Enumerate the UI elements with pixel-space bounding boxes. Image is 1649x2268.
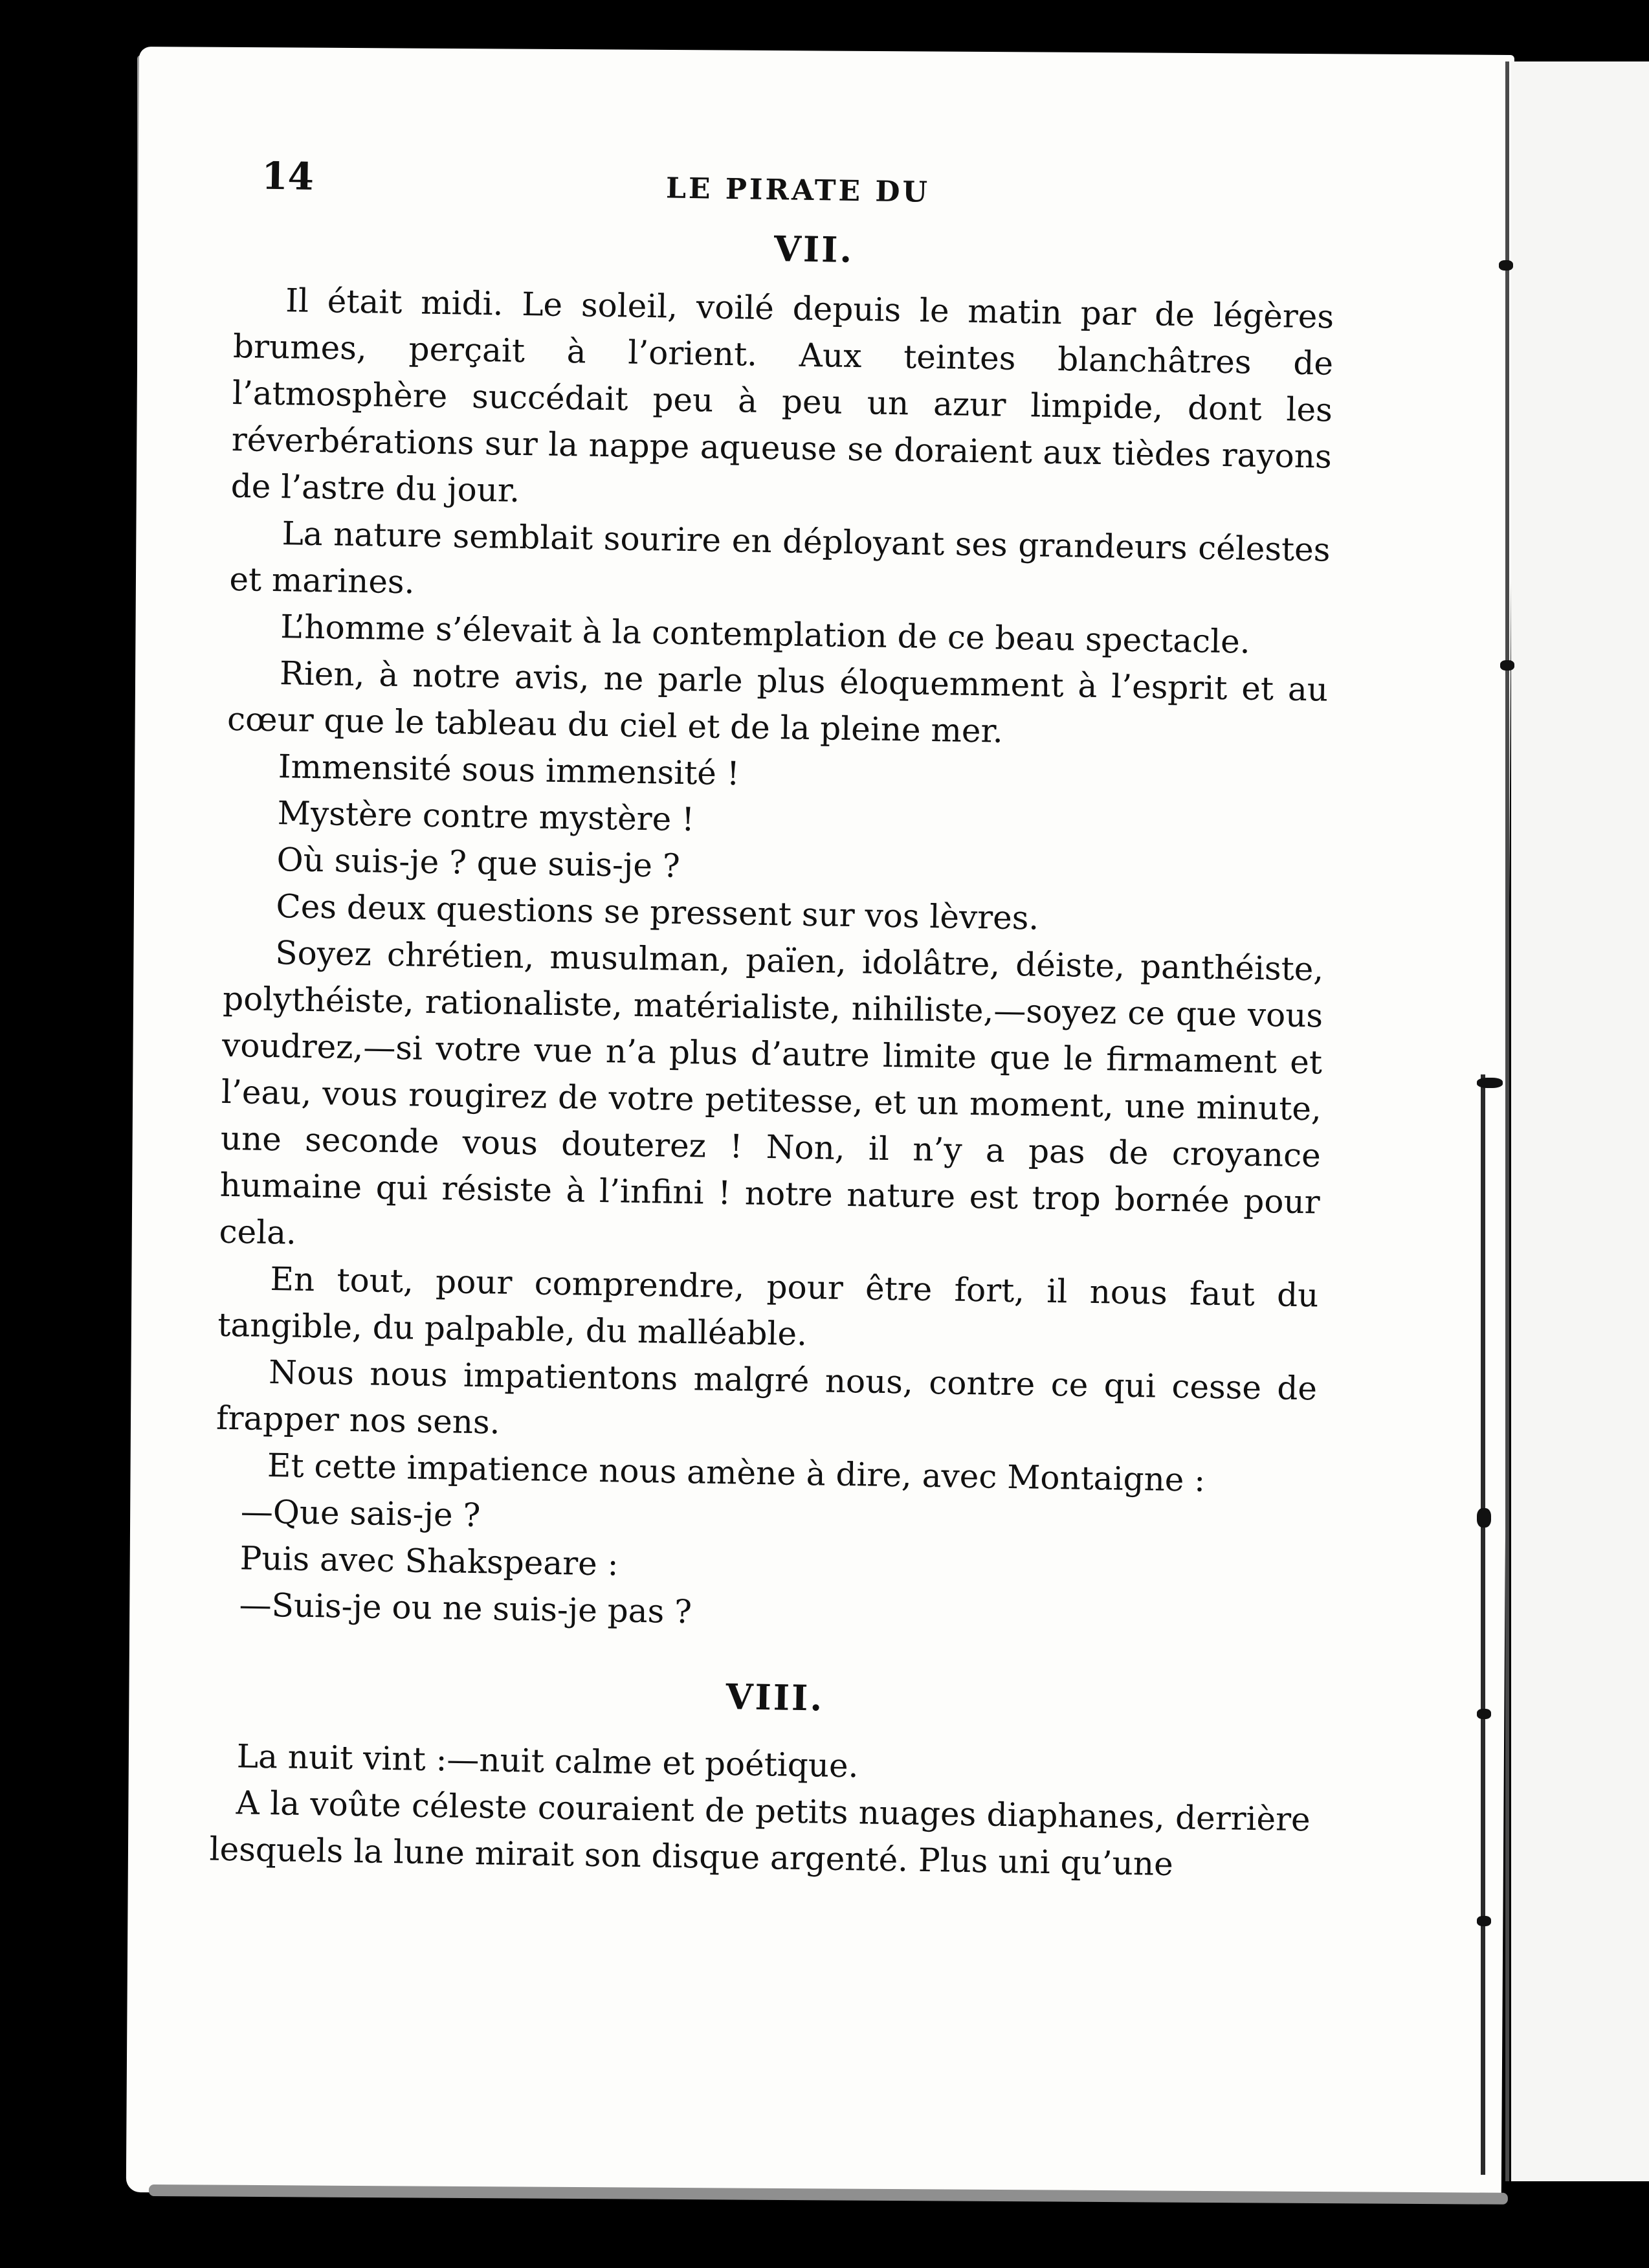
- running-title: LE PIRATE DU: [665, 172, 931, 209]
- binding-thread: [1481, 1074, 1485, 2175]
- binding-stitch: [1477, 1508, 1491, 1528]
- section-heading: VIII.: [725, 1676, 825, 1719]
- paragraph: Immensité sous immensité !: [278, 748, 740, 793]
- dialogue-line: —Suis-je ou ne suis-je pas ?: [239, 1586, 692, 1631]
- paragraph: Nous nous impatientons malgré nous, contre ce qui cesse de frapper nos sens.: [216, 1353, 1318, 1441]
- paragraph: L’homme s’élevait à la contemplation de ce beau spectacle.: [280, 608, 1251, 661]
- binding-stitch: [1477, 1078, 1503, 1088]
- fold-line: [1505, 61, 1509, 2181]
- paragraph: Mystère contre mystère !: [277, 794, 695, 839]
- paragraph: Soyez chrétien, musulman, païen, idolâtre, déiste, panthéiste, polythéiste, rationaliste, matérialiste, nihiliste,—soyez ce que vous voudrez,—si votre vue n’a plus d’autre limite que le firmament et l’eau, vous rougirez de votre petitesse, et un moment, une minute, une seconde vous douterez ! Non, il n’y a pas de croyance humaine qui résiste à l’infini ! notre nature est trop bornée pour cela.: [219, 934, 1324, 1252]
- binding-stitch: [1477, 1916, 1491, 1926]
- paragraph: Et cette impatience nous amène à dire, avec Montaigne :: [267, 1447, 1206, 1499]
- paragraph: Où suis-je ? que suis-je ?: [276, 841, 681, 885]
- page-number: 14: [261, 153, 315, 199]
- page-content: [209, 146, 1336, 1889]
- binding-stitch: [1499, 260, 1513, 271]
- paragraph: La nuit vint :—nuit calme et poétique.: [236, 1737, 859, 1785]
- paragraph: En tout, pour comprendre, pour être fort, il nous faut du tangible, du palpable, du malléable.: [217, 1260, 1319, 1353]
- section-heading: VII.: [773, 228, 854, 271]
- paragraph: Ces deux questions se pressent sur vos lèvres.: [276, 887, 1039, 937]
- paragraph: La nature semblait sourire en déployant ses grandeurs célestes et marines.: [229, 515, 1331, 601]
- dialogue-line: —Que sais-je ?: [240, 1493, 481, 1535]
- paragraph: Puis avec Shakspeare :: [239, 1539, 619, 1583]
- paragraph: A la voûte céleste couraient de petits nuages diaphanes, derrière lesquels la lune mirait son disque argenté. Plus uni qu’une: [209, 1784, 1311, 1884]
- binding-stitch: [1477, 1709, 1491, 1719]
- binding-stitch: [1500, 660, 1514, 671]
- paragraph: Rien, à notre avis, ne parle plus éloquemment à l’esprit et au cœur que le tableau du ciel et de la pleine mer.: [227, 654, 1329, 750]
- binding-strip: [1511, 61, 1649, 2181]
- paragraph: Il était midi. Le soleil, voilé depuis le matin par de légères brumes, perçait à l’orient. Aux teintes blanchâtres de l’atmosphère succédait peu à peu un azur limpide, dont les réverbérations sur la nappe aqueuse se doraient aux tièdes rayons de l’astre du jour.: [230, 282, 1334, 509]
